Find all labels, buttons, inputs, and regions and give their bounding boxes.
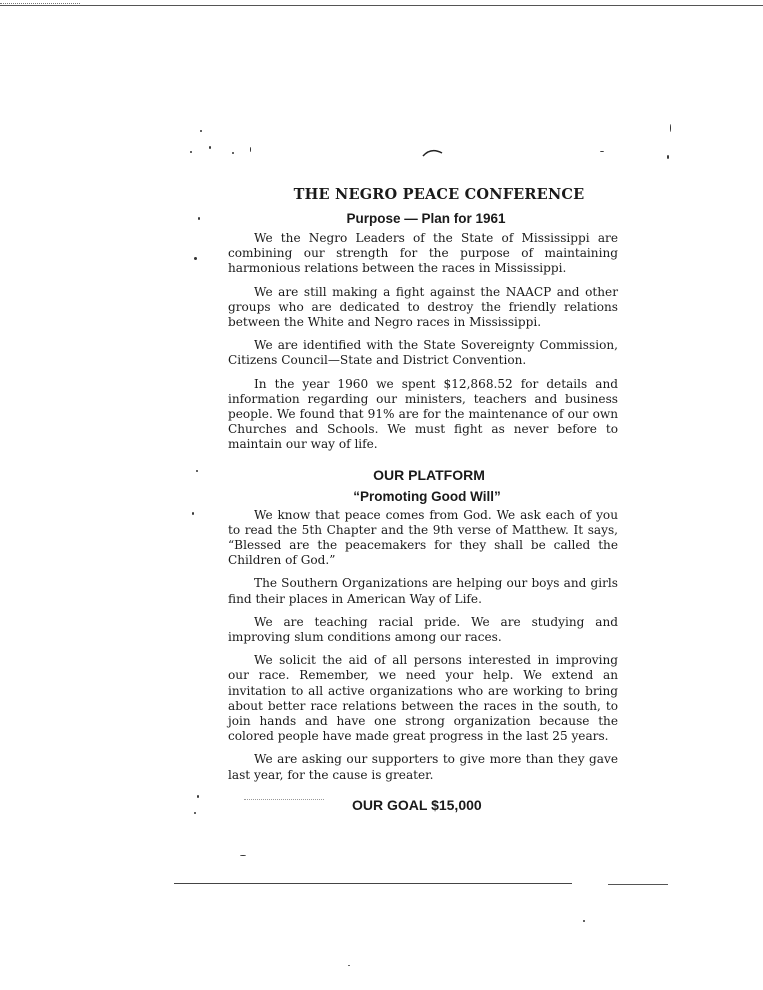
purpose-paragraph: We the Negro Leaders of the State of Mississippi are combining our strength for the purpose of maintaining harmonious relations between the races in Mississippi. [228,231,618,276]
document-subtitle: Purpose — Plan for 1961 [346,211,506,226]
scan-speck [192,512,194,515]
scan-speck [198,217,200,220]
purpose-section [228,231,618,453]
scan-artifact-dots [0,0,80,4]
scan-speck [196,470,198,472]
scan-speck [194,257,197,260]
scan-speck [600,151,604,152]
scan-top-rule [0,5,763,6]
platform-paragraph: We are asking our supporters to give more than they gave last year, for the cause is greater. [228,752,618,782]
purpose-paragraph: We are identified with the State Sovereignty Commission, Citizens Council—State and District Convention. [228,338,618,368]
bottom-rule-right [608,884,668,885]
goal-leader-dots [244,799,324,800]
platform-subtitle: “Promoting Good Will” [353,488,501,504]
platform-paragraph: We solicit the aid of all persons interested in improving our race. Remember, we need your help. We extend an invitation to all active organizations who are working to bring about better race relations between the races in the south, to join hands and have one strong organization because the colored people have made great progress in the last 25 years. [228,653,618,744]
scan-speck [670,124,671,132]
purpose-paragraph: In the year 1960 we spent $12,868.52 for details and information regarding our ministers, teachers and business people. We found that 91% are for the maintenance of our own Churches and Schools. We must fight as never before to maintain our way of life. [228,376,618,452]
platform-section [228,508,618,783]
purpose-paragraph: We are still making a fight against the NAACP and other groups who are dedicated to destroy the friendly relations between the White and Negro races in Mississippi. [228,284,618,330]
document-body [228,186,618,813]
scan-speck [583,920,585,922]
scan-speck [240,855,246,856]
scan-speck [194,812,196,814]
scan-speck [232,152,234,154]
scan-speck [209,146,211,149]
platform-paragraph: The Southern Organizations are helping our boys and girls find their places in American Way of Life. [228,576,618,606]
scan-speck [197,795,199,798]
platform-paragraph: We know that peace comes from God. We ask each of you to read the 5th Chapter and the 9th verse of Matthew. It says, “Blessed are the peacemakers for they shall be called the Children of God.” [228,507,618,568]
bottom-rule [174,883,572,884]
scan-speck [200,130,202,132]
scan-speck [667,155,669,159]
platform-heading: OUR PLATFORM [373,466,485,483]
document-title: THE NEGRO PEACE CONFERENCE [293,186,585,203]
scan-speck [250,147,251,152]
ornament-arch-icon [422,147,444,157]
scan-speck [190,151,192,153]
fundraising-goal: OUR GOAL $15,000 [352,796,482,813]
scan-speck [348,965,350,966]
platform-paragraph: We are teaching racial pride. We are studying and improving slum conditions among our races. [228,614,618,645]
